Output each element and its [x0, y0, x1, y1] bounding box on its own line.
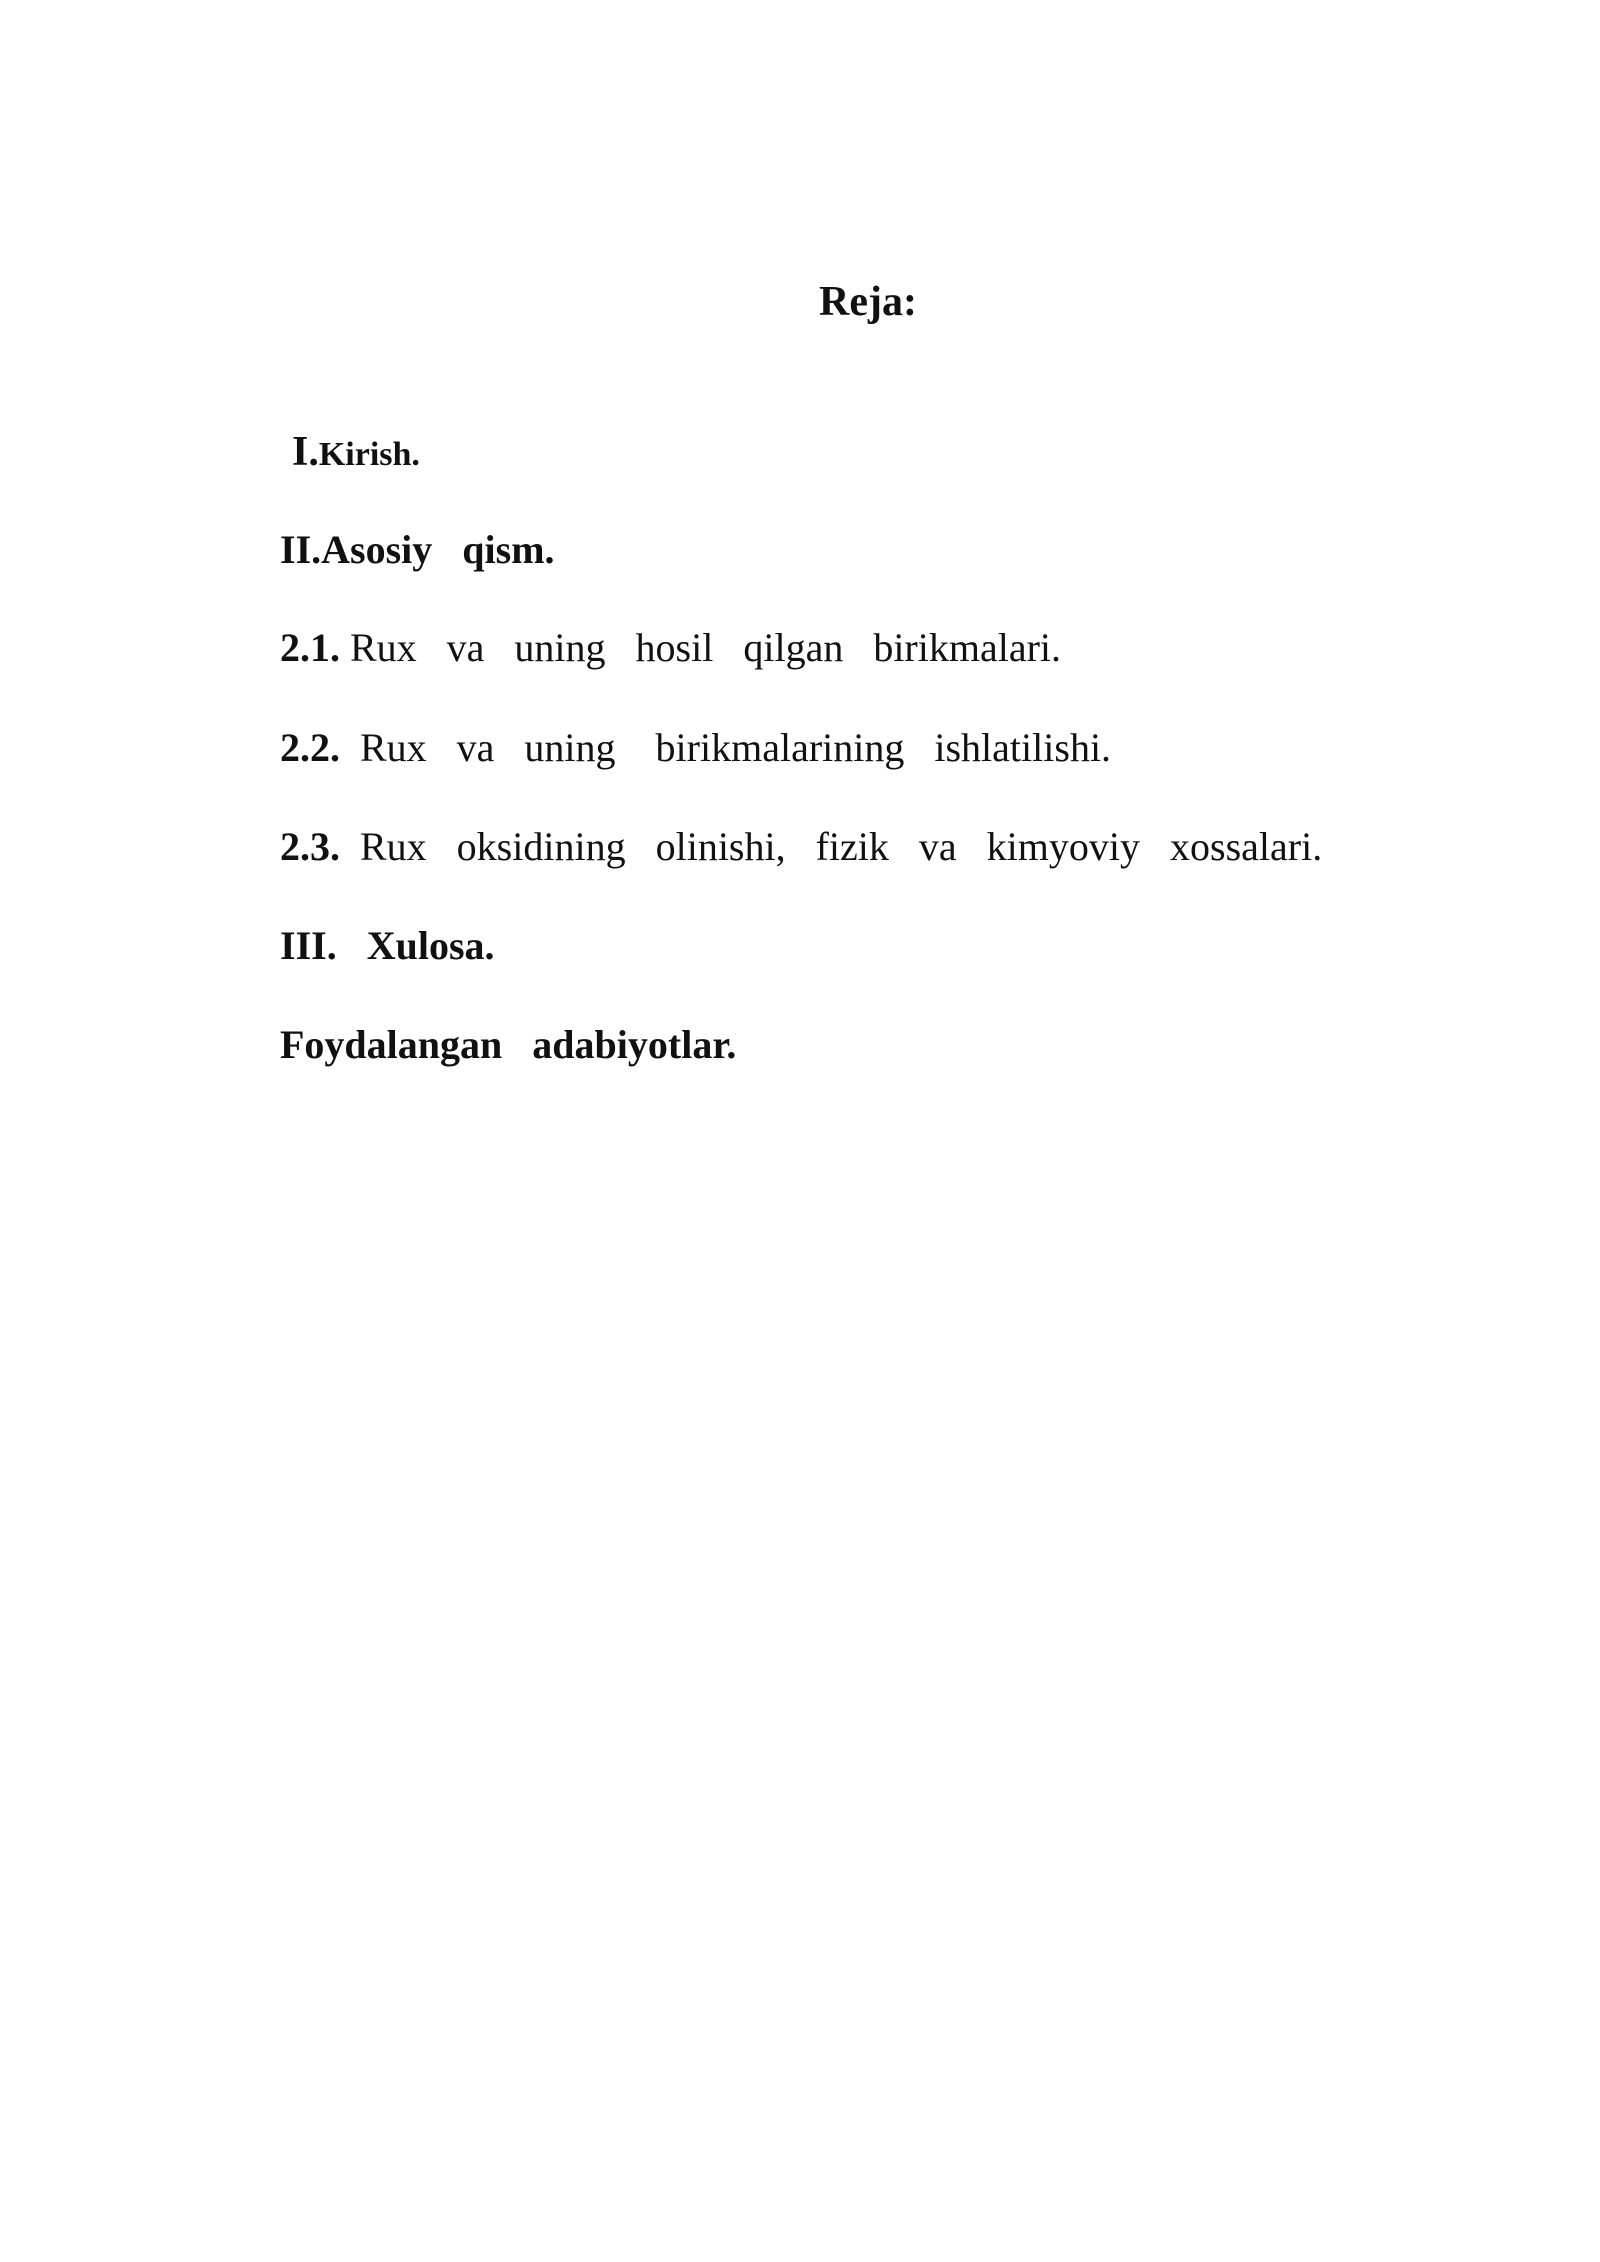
toc-item-label: Rux va uning birikmalarining ishlatilishi.	[360, 725, 1112, 770]
toc-item-number: II.	[280, 527, 322, 572]
toc-item-label: Rux oksidining olinishi, fizik va kimyoviy xossalari.	[360, 824, 1323, 869]
toc-item-number: 2.2.	[280, 725, 340, 770]
toc-item-label: Kirish.	[318, 436, 420, 473]
toc-item-label: Xulosa.	[366, 923, 495, 968]
toc-item-label: Foydalangan adabiyotlar.	[280, 1022, 737, 1067]
toc-item-number: I.	[292, 429, 319, 475]
toc-item-number: III.	[280, 923, 337, 968]
toc-item-number: 2.3.	[280, 824, 340, 869]
toc-item-label: Rux va uning hosil qilgan birikmalari.	[350, 625, 1062, 670]
toc-item-adabiyotlar	[240, 973, 736, 1117]
page-title: Reja:	[819, 279, 917, 325]
toc-item-label: Asosiy qism.	[321, 527, 555, 572]
toc-item-number: 2.1.	[280, 625, 340, 670]
